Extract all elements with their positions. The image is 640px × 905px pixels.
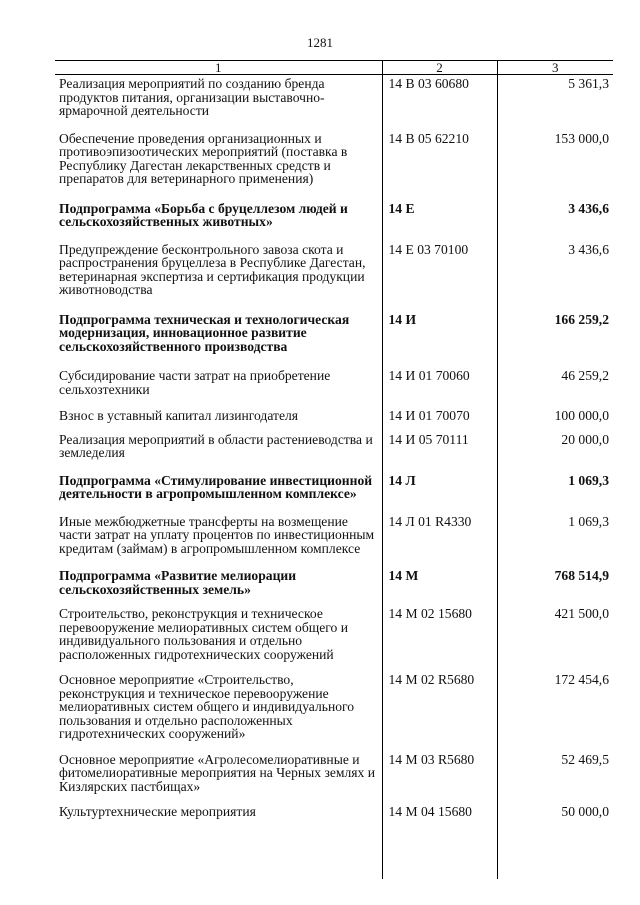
column-header-3: 3 <box>497 61 613 75</box>
row-name-cell: Строительство, реконструкция и техническое перевооружение мелиоративных систем общего и индивидуального пользования и отдельно расположенных гидротехнических сооружений <box>59 606 348 662</box>
row-sum-cell: 166 259,2 <box>497 311 613 368</box>
row-code-cell: 14 М 02 15680 <box>382 605 497 671</box>
row-sum-cell: 100 000,0 <box>497 407 613 431</box>
table-row <box>55 130 613 200</box>
row-sum-cell: 20 000,0 <box>497 431 613 472</box>
row-code-cell: 14 И 01 70060 <box>382 367 497 407</box>
row-sum-cell: 172 454,6 <box>497 671 613 751</box>
row-name-cell: Взнос в уставный капитал лизингодателя <box>59 408 299 423</box>
row-code-cell: 14 В 03 60680 <box>382 75 497 130</box>
row-name-cell: Обеспечение проведения организационных и противоэпизоотических мероприятий (поставка в Республику Дагестан лекарственных средств и препаратов для ветеринарного применения) <box>59 130 348 186</box>
row-sum-cell: 1 069,3 <box>497 472 613 513</box>
row-code-cell: 14 М 03 R5680 <box>382 751 497 804</box>
row-name-cell: Подпрограмма техническая и технологическая модернизация, инновационное развитие сельскохозяйственного производства <box>59 311 350 354</box>
row-sum-cell: 3 436,6 <box>497 200 613 241</box>
table-row <box>55 751 613 804</box>
subprogram-row <box>55 311 613 368</box>
row-name-cell: Культуртехнические мероприятия <box>59 804 256 819</box>
row-code-cell: 14 И 05 70111 <box>382 431 497 472</box>
row-code-cell: 14 М 04 15680 <box>382 803 497 879</box>
row-sum-cell: 3 436,6 <box>497 241 613 311</box>
row-sum-cell: 421 500,0 <box>497 605 613 671</box>
table-row <box>55 367 613 407</box>
row-name-cell: Предупреждение бесконтрольного завоза скота и распространения бруцеллеза в Республике Дагестан, ветеринарная экспертиза и сертификация продукции животноводства <box>59 241 366 297</box>
row-sum-cell: 153 000,0 <box>497 130 613 200</box>
table-row <box>55 75 613 130</box>
table-row <box>55 803 613 879</box>
table-body <box>55 75 613 879</box>
row-code-cell: 14 Е <box>382 200 497 241</box>
row-code-cell: 14 М <box>382 567 497 605</box>
table-row <box>55 671 613 751</box>
page-number: 1281 <box>307 35 333 50</box>
row-code-cell: 14 И <box>382 311 497 368</box>
row-sum-cell: 1 069,3 <box>497 513 613 568</box>
budget-table <box>55 60 613 879</box>
row-name-cell: Иные межбюджетные трансферты на возмещение части затрат на уплату процентов по инвестиционным кредитам (займам) в агропромышленном комплексе <box>59 513 375 556</box>
row-code-cell: 14 Е 03 70100 <box>382 241 497 311</box>
table-row <box>55 431 613 472</box>
row-name-cell: Подпрограмма «Развитие мелиорации сельскохозяйственных земель» <box>59 568 297 597</box>
row-name-cell: Субсидирование части затрат на приобретение сельхозтехники <box>59 368 331 397</box>
row-name-cell: Основное мероприятие «Строительство, реконструкция и техническое перевооружение мелиоративных систем общего и индивидуального пользования и отдельно расположенных гидротехнических сооружений» <box>59 672 355 741</box>
row-code-cell: 14 Л <box>382 472 497 513</box>
row-name-cell: Реализация мероприятий по созданию бренда продуктов питания, организации выставочно-ярмарочной деятельности <box>59 76 325 118</box>
row-name-cell: Подпрограмма «Стимулирование инвестиционной деятельности в агропромышленном комплексе» <box>59 472 373 501</box>
row-sum-cell: 46 259,2 <box>497 367 613 407</box>
row-code-cell: 14 И 01 70070 <box>382 407 497 431</box>
row-sum-cell: 50 000,0 <box>497 803 613 879</box>
subprogram-row <box>55 472 613 513</box>
row-code-cell: 14 В 05 62210 <box>382 130 497 200</box>
row-name-cell: Реализация мероприятий в области растениеводства и земледелия <box>59 431 373 460</box>
subprogram-row <box>55 567 613 605</box>
row-code-cell: 14 М 02 R5680 <box>382 671 497 751</box>
table-header-row <box>55 61 613 75</box>
table-row <box>55 241 613 311</box>
row-sum-cell: 52 469,5 <box>497 751 613 804</box>
row-name-cell: Основное мероприятие «Агролесомелиоративные и фитомелиоративные мероприятия на Черных землях и Кизлярских пастбищах» <box>59 751 376 794</box>
table-row <box>55 605 613 671</box>
table-row <box>55 513 613 568</box>
row-name-cell: Подпрограмма «Борьба с бруцеллезом людей и сельскохозяйственных животных» <box>59 200 348 229</box>
table-row <box>55 407 613 431</box>
row-code-cell: 14 Л 01 R4330 <box>382 513 497 568</box>
subprogram-row <box>55 200 613 241</box>
column-header-2: 2 <box>382 61 497 75</box>
row-sum-cell: 768 514,9 <box>497 567 613 605</box>
row-sum-cell: 5 361,3 <box>497 75 613 130</box>
column-header-1: 1 <box>55 61 382 75</box>
